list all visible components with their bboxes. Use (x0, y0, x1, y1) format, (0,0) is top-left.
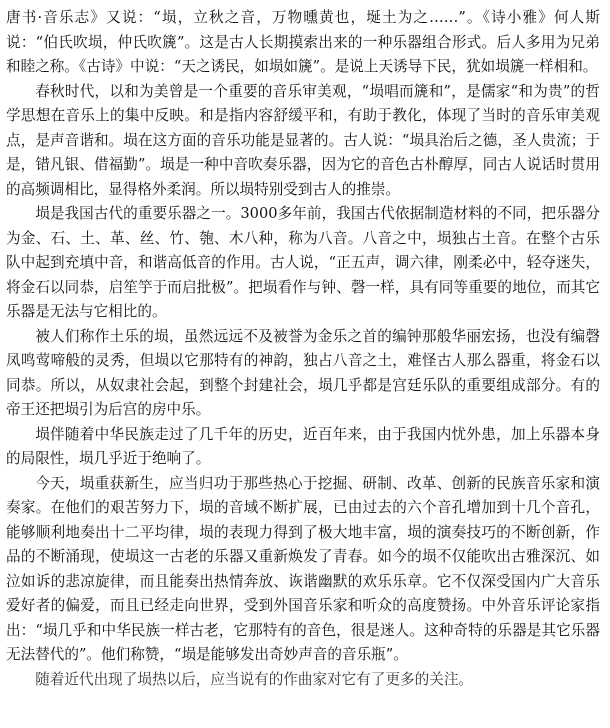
paragraph-6: 今天，埙重获新生，应当归功于那些热心于挖掘、研制、改革、创新的民族音乐家和演奏家。在他们的艰苦努力下，埙的音域不断扩展，已由过去的六个音孔增加到十几个音孔，能够顺利地奏出十二平均律，埙的表现力得到了极大地丰富，埙的演奏技巧的不断创新，作品的不断涌现，使埙这一古老的乐器又重新焕发了青春。如今的埙不仅能吹出古雅深沉、如泣如诉的悲凉旋律，而且能奏出热情奔放、诙谐幽默的欢乐乐章。它不仅深受国内广大音乐爱好者的偏爱，而且已经走向世界，受到外国音乐家和听众的高度赞扬。中外音乐评论家指出：“埙几乎和中华民族一样古老，它那特有的音色，很是迷人。这种奇特的乐器是其它乐器无法替代的”。他们称赞，“埙是能够发出奇妙声音的音乐瓶”。 (6, 474, 600, 663)
paragraph-1: 唐书·音乐志》又说：“埙，立秋之音，万物曛黄也，埏土为之……”。《诗小雅》何人斯说：“伯氏吹埙，仲氏吹篪”。这是古人长期摸索出来的一种乐器组合形式。后人多用为兄弟和睦之称。《古诗》中说：“天之诱民，如埙如篪”。是说上天诱导下民，犹如埙篪一样相和。 (6, 9, 600, 75)
cut-off-line: 随着近代出现了埙热以后，应当说有的作曲家对它有了更多的关注。 (35, 670, 474, 688)
paragraph-3: 埙是我国古代的重要乐器之一。3000多年前，我国古代依据制造材料的不同，把乐器分为金、石、土、革、丝、竹、匏、木八种，称为八音。八音之中，埙独占土音。在整个古乐队中起到充填中音，和谐高低音的作用。古人说，“正五声，调六律，刚柔必中，轻夺迷失，将金石以同恭，启笙竽于而启批极”。把埙看作与钟、磬一样，具有同等重要的地位，而其它乐器是无法与它相比的。 (6, 205, 600, 320)
paragraph-2: 春秋时代，以和为美曾是一个重要的音乐审美观，“埙唱而篪和”，是儒家“和为贵”的哲学思想在音乐上的集中反映。和是指内容舒缓平和，有助于教化，体现了当时的音乐审美观点，是声音谐和。埙在这方面的音乐功能是显著的。古人说：“埙具治后之德，圣人贵流；于是，错凡银、借福勤”。埙是一种中音吹奏乐器，因为它的音色古朴醇厚，同古人说话时贯用的高频调相比，显得格外柔润。所以埙特别受到古人的推崇。 (6, 82, 600, 198)
paragraph-5: 埙伴随着中华民族走过了几千年的历史，近百年来，由于我国内忧外患，加上乐器本身的局限性，埙几乎近于绝响了。 (6, 425, 600, 467)
paragraph-4: 被人们称作土乐的埙，虽然远远不及被誉为金乐之首的编钟那般华丽宏扬，也没有编磬凤鸣莺啼般的灵秀，但埙以它那特有的神韵，独占八音之土，难怪古人那么器重，将金石以同恭。所以，从奴隶社会起，到整个封建社会，埙几乎都是宫廷乐队的重要组成部分。有的帝王还把埙引为后宫的房中乐。 (6, 327, 600, 418)
